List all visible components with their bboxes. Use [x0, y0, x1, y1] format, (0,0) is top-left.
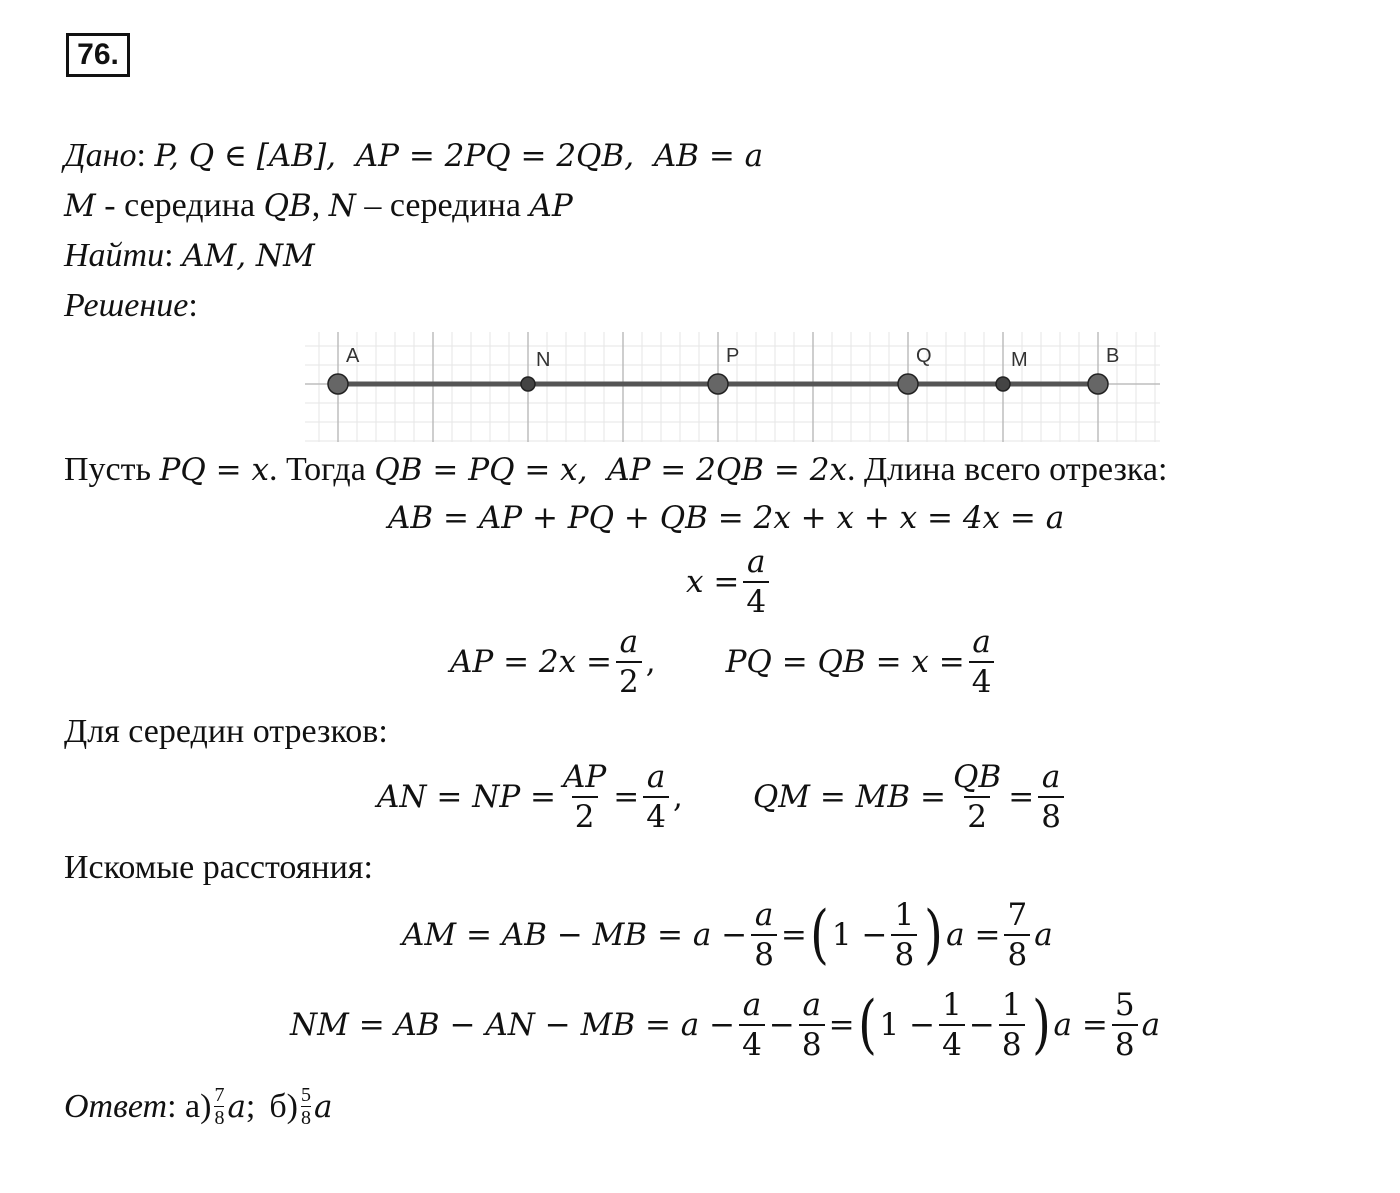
frac-1-8b	[999, 988, 1025, 1062]
num: 1	[942, 987, 962, 1023]
solution-line	[64, 286, 198, 326]
answer-b-prefix: б)	[269, 1087, 298, 1125]
num: 7	[1007, 897, 1028, 933]
den: 4	[739, 1024, 765, 1062]
point-m	[996, 377, 1010, 391]
solution-text-1	[64, 450, 1167, 490]
num: 5	[301, 1084, 311, 1106]
den: 2	[964, 796, 990, 834]
find-expression: AM, NM	[182, 238, 315, 274]
equation-x	[686, 545, 773, 619]
eq-qm-lhs: QM = MB =	[752, 779, 947, 815]
given-ap: AP	[529, 188, 573, 224]
eq-an-lhs: AN = NP =	[377, 779, 557, 815]
find-colon: :	[164, 237, 174, 274]
frac-a-2	[616, 625, 642, 699]
given-expression: P, Q ∈ [AB], AP = 2PQ = 2QB, AB = a	[154, 138, 764, 174]
answer-frac-5-8	[301, 1084, 311, 1129]
midpoints-label: Для середин отрезков:	[64, 713, 388, 750]
given-midpoints-line	[64, 186, 573, 226]
one-minus: 1 −	[879, 1007, 936, 1043]
num: a	[646, 759, 666, 795]
eq-am-lhs: AM = AB − MB = a −	[402, 917, 748, 953]
point-q	[898, 374, 918, 394]
frac-5-8	[1112, 988, 1138, 1062]
equation-am	[402, 898, 1053, 972]
left-paren: (	[857, 988, 877, 1062]
point-label-a: A	[346, 345, 360, 367]
eq-sign: =	[780, 917, 807, 953]
text-let: Пусть	[64, 451, 160, 488]
point-p	[708, 374, 728, 394]
den: 8	[1038, 796, 1064, 834]
eq-pq-lhs: PQ = QB = x =	[725, 644, 965, 680]
minus: −	[968, 1007, 995, 1043]
den: 8	[1112, 1024, 1138, 1062]
eq-nm-lhs: NM = AB − AN − MB = a −	[290, 1007, 736, 1043]
point-label-n: N	[536, 349, 551, 371]
num: AP	[563, 759, 607, 795]
den: 2	[572, 796, 598, 834]
given-line	[64, 136, 763, 176]
equation-nm	[290, 988, 1160, 1062]
den: 4	[743, 581, 769, 619]
answer-colon: :	[167, 1087, 177, 1125]
comma: ,	[672, 779, 683, 815]
given-colon: :	[136, 137, 146, 174]
answer-semicolon: ;	[245, 1087, 256, 1125]
eq-x-lhs: x =	[686, 564, 740, 600]
num: a	[742, 987, 762, 1023]
left-paren: (	[810, 898, 829, 972]
answer-a-var: a	[227, 1088, 246, 1125]
frac-qb-2	[950, 760, 1004, 834]
minus: −	[768, 1007, 795, 1043]
den: 8	[891, 934, 917, 972]
den: 8	[301, 1107, 311, 1129]
distances-label: Искомые расстояния:	[64, 849, 373, 886]
eq-sign: =	[828, 1007, 855, 1043]
frac-a-4b	[969, 625, 995, 699]
num: 1	[894, 897, 915, 933]
tail-a: a	[1034, 917, 1053, 953]
den: 8	[799, 1024, 825, 1062]
a-eq: a =	[946, 917, 1001, 953]
frac-1-4	[939, 988, 965, 1062]
den: 2	[616, 661, 642, 699]
tail-a: a	[1141, 1007, 1161, 1043]
right-paren: )	[924, 898, 944, 972]
frac-7-8	[1004, 898, 1030, 972]
eq-sign: =	[613, 779, 640, 815]
eq-ab-text: AB = AP + PQ + QB = 2x + x + x = 4x = a	[388, 500, 1065, 536]
den: 4	[643, 796, 669, 834]
num: a	[1041, 759, 1061, 795]
answer-label: Ответ	[64, 1087, 168, 1125]
comma: ,	[645, 644, 656, 680]
solution-label: Решение	[64, 287, 189, 324]
num: 7	[214, 1084, 225, 1106]
frac-ap-2	[560, 760, 609, 834]
num: a	[746, 544, 766, 580]
point-a	[328, 374, 348, 394]
given-text1: - середина	[95, 187, 264, 224]
answer-line	[64, 1084, 332, 1129]
den: 8	[214, 1107, 225, 1129]
answer-b-var: a	[314, 1088, 333, 1125]
text-length: . Длина всего отрезка:	[846, 451, 1168, 488]
eq-sign: =	[1008, 779, 1035, 815]
equation-midpoints	[377, 760, 1068, 834]
frac-a-4d	[739, 988, 765, 1062]
den: 8	[751, 934, 777, 972]
den: 4	[939, 1024, 965, 1062]
frac-a-8	[1038, 760, 1064, 834]
problem-number: 76.	[66, 33, 130, 77]
point-n	[521, 377, 535, 391]
given-label: Дано	[64, 137, 137, 174]
find-label: Найти	[64, 237, 165, 274]
given-n: N	[328, 188, 356, 224]
diagram-points	[328, 345, 1119, 394]
num: a	[754, 897, 774, 933]
equation-ap-pq	[450, 625, 998, 699]
point-label-p: P	[726, 345, 740, 367]
frac-a-8c	[799, 988, 825, 1062]
expr-qb-ap: QB = PQ = x, AP = 2QB = 2x	[374, 452, 847, 488]
num: a	[972, 624, 991, 660]
expr-pq-x: PQ = x	[159, 452, 269, 488]
one-minus: 1 −	[831, 917, 888, 953]
frac-a-4	[743, 545, 769, 619]
a-eq: a =	[1053, 1007, 1108, 1043]
given-text2: – середина	[355, 187, 530, 224]
frac-a-4c	[643, 760, 669, 834]
solution-colon: :	[188, 287, 198, 324]
answer-a-prefix: а)	[176, 1087, 212, 1125]
num: QB	[953, 759, 1002, 795]
frac-a-8b	[751, 898, 777, 972]
num: 5	[1114, 987, 1135, 1023]
answer-frac-7-8	[214, 1084, 224, 1129]
text-then: . Тогда	[268, 451, 375, 488]
point-label-m: M	[1011, 349, 1028, 371]
given-comma: ,	[311, 187, 329, 224]
find-line	[64, 236, 315, 276]
given-m: M	[64, 188, 96, 224]
den: 4	[969, 661, 995, 699]
equation-ab	[388, 500, 1064, 536]
given-qb: QB	[263, 188, 312, 224]
right-paren: )	[1031, 988, 1051, 1062]
num: a	[619, 624, 639, 660]
den: 8	[1004, 934, 1030, 972]
point-b	[1088, 374, 1108, 394]
point-label-q: Q	[916, 345, 932, 367]
den: 8	[999, 1024, 1025, 1062]
point-label-b: B	[1106, 345, 1120, 367]
num: a	[802, 987, 821, 1023]
num: 1	[1001, 987, 1022, 1023]
eq-ap-lhs: AP = 2x =	[450, 644, 612, 680]
frac-1-8	[891, 898, 917, 972]
segment-diagram	[305, 332, 1160, 442]
